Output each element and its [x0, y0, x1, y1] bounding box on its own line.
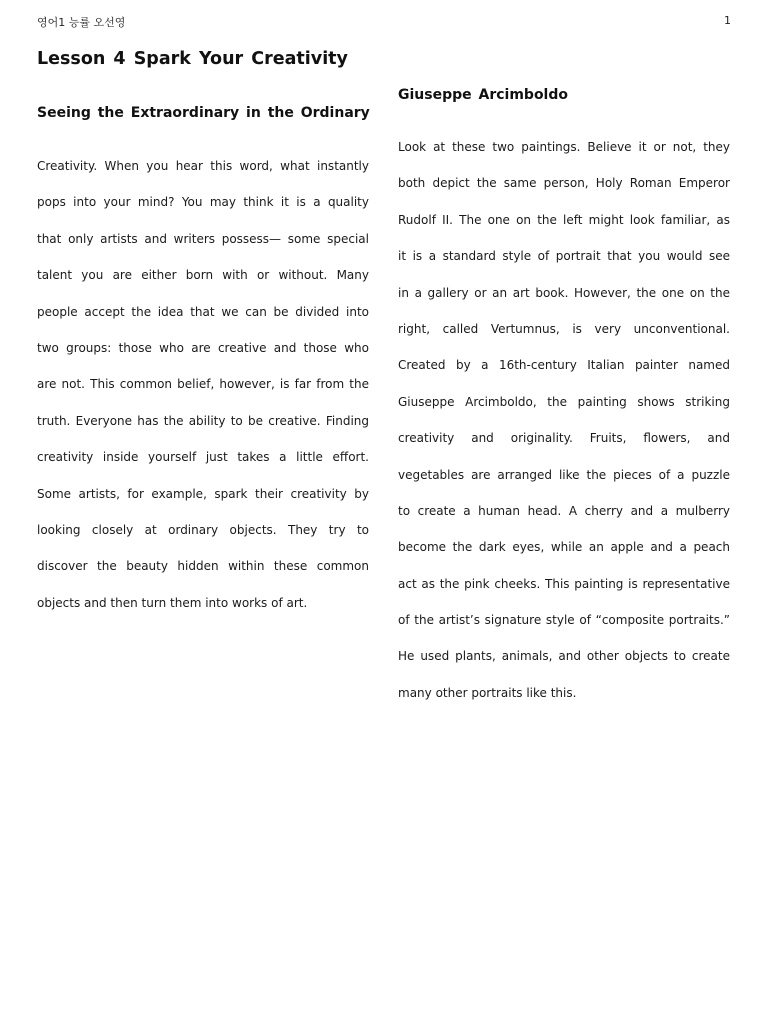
paragraph-line: two groups: those who are creative and those who: [37, 340, 369, 355]
paragraph-line: Creativity. When you hear this word, what instantly: [37, 159, 369, 173]
right-paragraph: [398, 129, 730, 711]
paragraph-line: people accept the idea that we can be divided into: [37, 304, 369, 319]
paragraph-line: Giuseppe Arcimboldo, the painting shows striking: [398, 394, 730, 409]
paragraph-line: pops into your mind? You may think it is a quality: [37, 195, 369, 210]
right-column: [398, 85, 730, 711]
paragraph-line: in a gallery or an art book. However, the one on the: [398, 285, 730, 300]
paragraph-line: Created by a 16th-century Italian painter named: [398, 358, 730, 373]
paragraph-line: He used plants, animals, and other objects to create: [398, 649, 730, 664]
paragraph-line: vegetables are arranged like the pieces of a puzzle: [398, 467, 730, 482]
paragraph-line: Look at these two paintings. Believe it or not, they: [398, 140, 730, 154]
paragraph-line: creativity inside yourself just takes a little effort.: [37, 450, 369, 465]
paragraph-line: of the artist’s signature style of “composite portraits.”: [398, 613, 730, 628]
paragraph-line: become the dark eyes, while an apple and a peach: [398, 540, 730, 555]
paragraph-line: talent you are either born with or without. Many: [37, 268, 369, 283]
right-section-heading: Giuseppe Arcimboldo: [398, 87, 568, 103]
page-number: 1: [724, 14, 731, 27]
left-column: [37, 103, 369, 621]
paragraph-line: discover the beauty hidden within these common: [37, 559, 369, 574]
paragraph-line: act as the pink cheeks. This painting is representative: [398, 576, 730, 591]
paragraph-line: objects and then turn them into works of art.: [37, 595, 308, 610]
left-paragraph: [37, 148, 369, 621]
paragraph-line: it is a standard style of portrait that you would see: [398, 249, 730, 264]
paragraph-line: Rudolf II. The one on the left might look familiar, as: [398, 212, 730, 227]
left-section-heading: Seeing the Extraordinary in the Ordinary: [37, 105, 370, 121]
header-document-label: 영어1 능률 오선영: [37, 16, 126, 29]
paragraph-line: right, called Vertumnus, is very unconventional.: [398, 321, 730, 336]
paragraph-line: many other portraits like this.: [398, 685, 577, 700]
paragraph-line: Some artists, for example, spark their creativity by: [37, 486, 369, 501]
paragraph-line: are not. This common belief, however, is far from the: [37, 377, 369, 392]
paragraph-line: creativity and originality. Fruits, flowers, and: [398, 431, 730, 446]
paragraph-line: looking closely at ordinary objects. They try to: [37, 522, 369, 537]
paragraph-line: that only artists and writers possess— some special: [37, 231, 369, 246]
paragraph-line: both depict the same person, Holy Roman Emperor: [398, 176, 730, 191]
lesson-title: Lesson 4 Spark Your Creativity: [37, 49, 348, 69]
paragraph-line: to create a human head. A cherry and a mulberry: [398, 503, 730, 518]
paragraph-line: truth. Everyone has the ability to be creative. Finding: [37, 413, 369, 428]
